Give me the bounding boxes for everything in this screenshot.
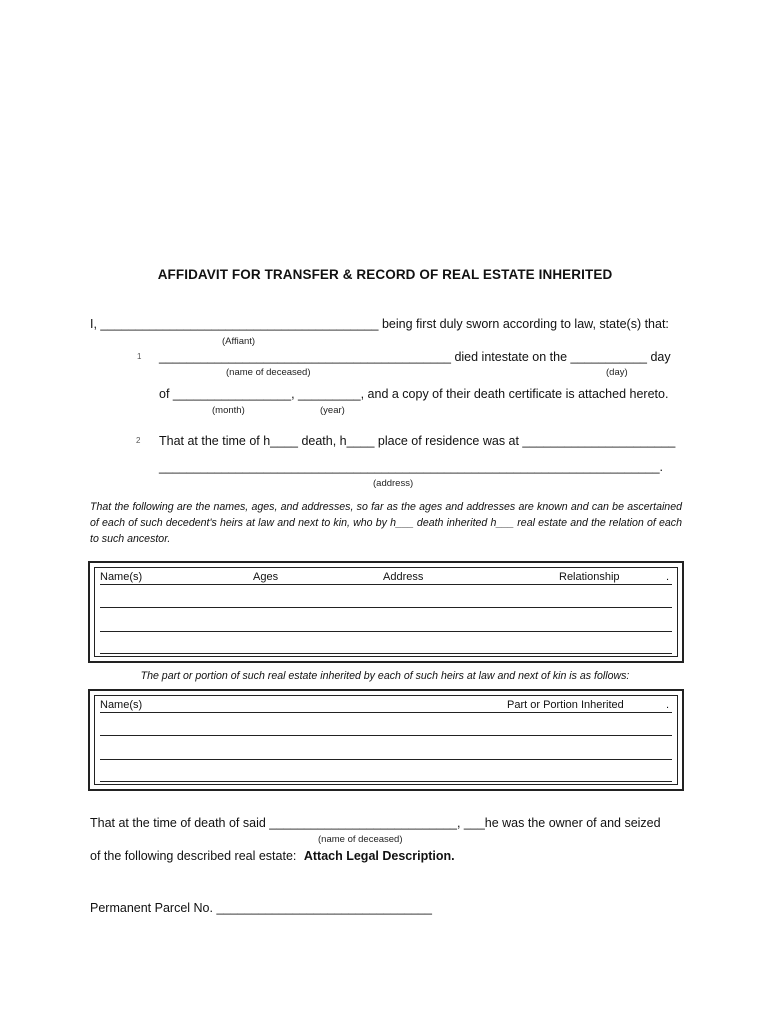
heirs-table — [88, 561, 684, 663]
heirs-header-trail: . — [666, 571, 670, 583]
portion-table — [88, 689, 684, 791]
day-caption: (day) — [606, 367, 628, 378]
portion-header-trail: . — [666, 699, 670, 711]
portion-entry-line-1 — [100, 735, 672, 736]
address-caption: (address) — [373, 478, 414, 489]
portion-caption: The part or portion of such real estate inherited by each of such heirs at law and next of kin is as follows: — [140, 670, 630, 682]
death-date-line: of _________________, _________, and a copy of their death certificate is attached hereto. — [159, 387, 669, 401]
heirs-header-underline — [100, 584, 672, 585]
month-caption: (month) — [212, 405, 245, 416]
parcel-number-line: Permanent Parcel No. _______________________________ — [90, 901, 432, 915]
real-estate-prefix: of the following described real estate: — [90, 849, 297, 863]
year-caption: (year) — [320, 405, 345, 416]
portion-header-underline — [100, 712, 672, 713]
heirs-header-ages: Ages — [253, 571, 279, 583]
document-title: AFFIDAVIT FOR TRANSFER & RECORD OF REAL ESTATE INHERITED — [157, 267, 613, 282]
residence-statement-line: That at the time of h____ death, h____ place of residence was at ______________________ — [159, 434, 676, 448]
portion-header-part: Part or Portion Inherited — [507, 699, 624, 711]
list-marker-1: 1 — [137, 352, 142, 361]
attach-legal-description: Attach Legal Description. — [303, 849, 455, 863]
affiant-statement-line: I, ________________________________________ being first duly sworn according to law, state(s) that: — [90, 317, 669, 331]
heirs-header-relationship: Relationship — [559, 571, 620, 583]
heirs-intro-paragraph: That the following are the names, ages, and addresses, so far as the ages and addresses are known and can be ascertained of each of such decedent's heirs at law and next to kin, who by h___ death inherited h___ real estate and the relation of each to such ancestor. — [90, 501, 682, 545]
ownership-deceased-caption: (name of deceased) — [318, 834, 403, 845]
list-marker-2: 2 — [136, 436, 141, 445]
heirs-entry-line-1 — [100, 607, 672, 608]
real-estate-line — [90, 849, 455, 863]
ownership-statement-line: That at the time of death of said ___________________________, ___he was the owner of and seized — [90, 816, 661, 830]
affiant-caption: (Affiant) — [222, 336, 256, 347]
deceased-statement-line: __________________________________________ died intestate on the ___________ day — [159, 350, 671, 364]
address-line: ________________________________________________________________________. — [159, 460, 664, 474]
heirs-header-names: Name(s) — [100, 571, 143, 583]
portion-header-names: Name(s) — [100, 699, 143, 711]
portion-entry-line-2 — [100, 759, 672, 760]
portion-entry-line-3 — [100, 781, 672, 782]
heirs-entry-line-2 — [100, 631, 672, 632]
deceased-name-caption: (name of deceased) — [226, 367, 311, 378]
heirs-entry-line-3 — [100, 653, 672, 654]
heirs-header-address: Address — [383, 571, 424, 583]
